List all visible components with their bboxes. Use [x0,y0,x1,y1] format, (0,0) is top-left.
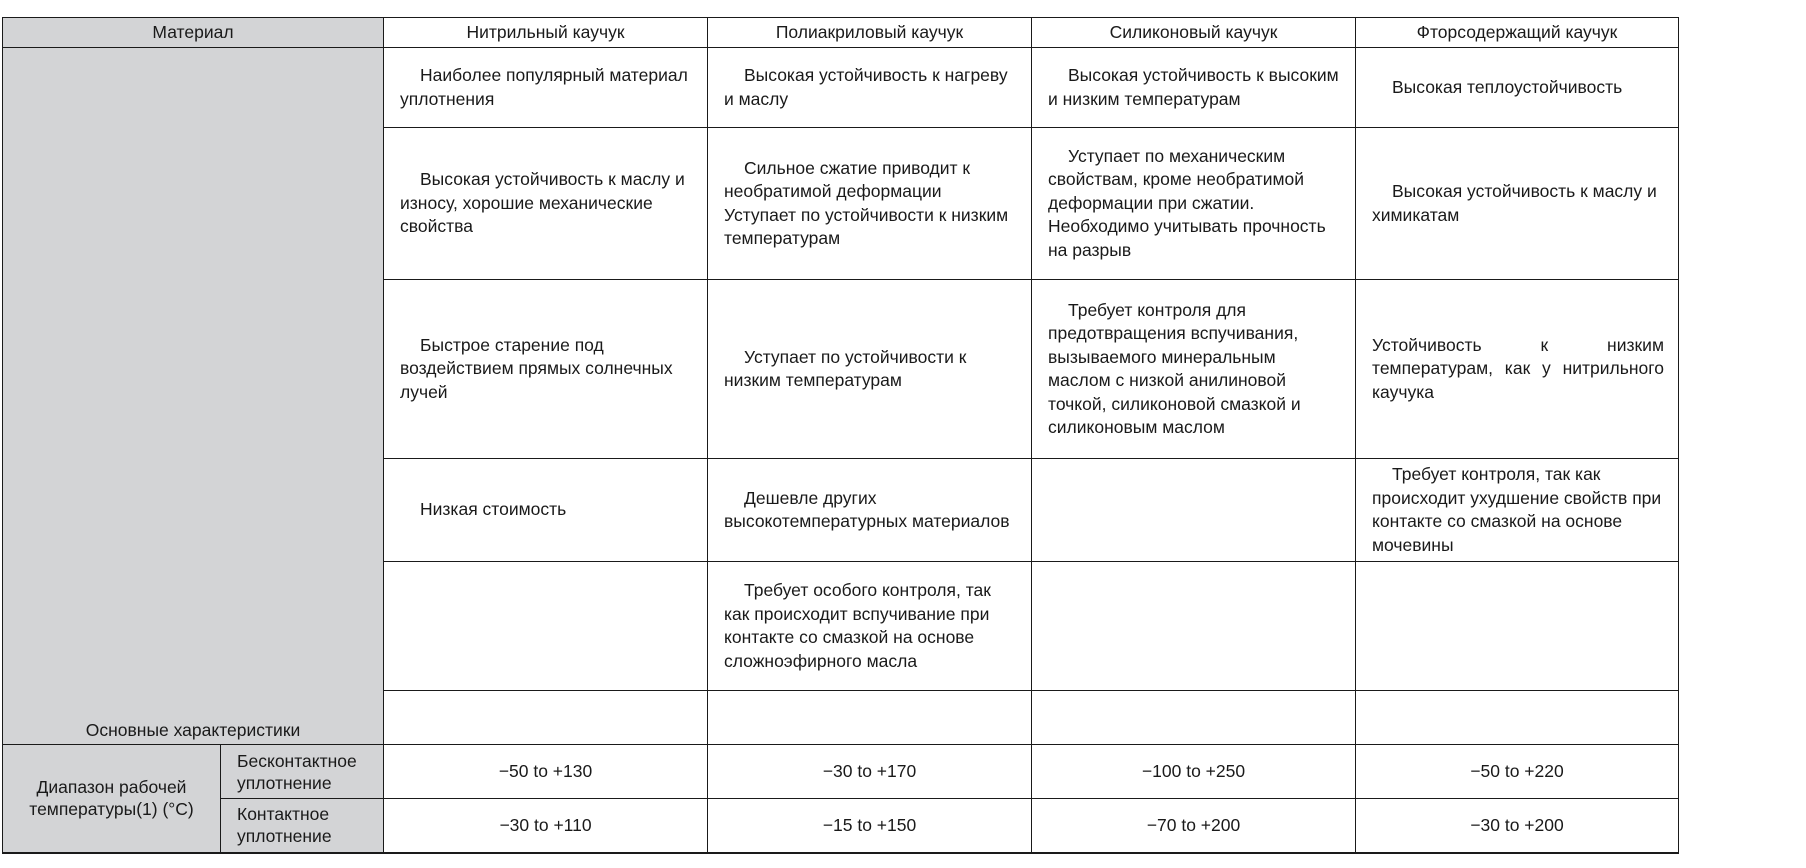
temperature-value: −50 to +130 [384,745,708,799]
table-cell: Высокая устойчивость к нагреву и маслу [708,48,1032,128]
table-cell: Уступает по механическим свойствам, кроме необратимой деформации при сжатии. Необходимо учитывать прочность на разрыв [1032,128,1356,280]
temperature-value: −15 to +150 [708,799,1032,853]
temperature-value: −30 to +110 [384,799,708,853]
table-cell: Уступает по устойчивости к низким температурам [708,280,1032,459]
temperature-row-non-contact [3,745,1679,799]
table-cell: Высокая устойчивость к маслу и износу, хорошие механические свойства [384,128,708,280]
non-contact-label: Бесконтактное уплотнение [221,745,384,799]
temperature-range-label: Диапазон рабочей температуры(1) (°C) [3,745,221,853]
table-cell [1032,459,1356,562]
table-cell: Устойчивость к низким температурам, как у нитрильного каучука [1356,280,1679,459]
table-cell: Высокая теплоустойчивость [1356,48,1679,128]
table-cell: Наиболее популярный материал уплотнения [384,48,708,128]
table-cell [708,691,1032,745]
contact-label: Контактное уплотнение [221,799,384,853]
table-cell: Сильное сжатие приводит к необратимой деформации Уступает по устойчивости к низким температурам [708,128,1032,280]
table-cell: Дешевле других высокотемпературных материалов [708,459,1032,562]
table-cell [1356,562,1679,691]
table-cell: Требует особого контроля, так как происходит вспучивание при контакте со смазкой на основе сложноэфирного масла [708,562,1032,691]
table-cell: Требует контроля, так как происходит ухудшение свойств при контакте со смазкой на основе мочевины [1356,459,1679,562]
table-cell: Низкая стоимость [384,459,708,562]
header-fluoro: Фторсодержащий каучук [1356,18,1679,48]
temperature-row-contact [3,799,1679,853]
table-cell: Требует контроля для предотвращения вспучивания, вызываемого минеральным маслом с низкой анилиновой точкой, силиконовой смазкой и силиконовым маслом [1032,280,1356,459]
header-row [3,18,1679,48]
table-cell [1356,691,1679,745]
temperature-value: −30 to +170 [708,745,1032,799]
table-cell [384,691,708,745]
header-silicone: Силиконовый каучук [1032,18,1356,48]
table-cell: Высокая устойчивость к высоким и низким температурам [1032,48,1356,128]
temperature-value: −30 to +200 [1356,799,1679,853]
table-cell: Быстрое старение под воздействием прямых солнечных лучей [384,280,708,459]
header-material: Материал [3,18,384,48]
header-nitrile: Нитрильный каучук [384,18,708,48]
table-row [3,48,1679,128]
temperature-value: −50 to +220 [1356,745,1679,799]
materials-table [2,17,1679,854]
table-cell [1032,691,1356,745]
temperature-value: −100 to +250 [1032,745,1356,799]
table-cell [384,562,708,691]
temperature-value: −70 to +200 [1032,799,1356,853]
characteristics-label: Основные характеристики [3,48,384,745]
table-cell: Высокая устойчивость к маслу и химикатам [1356,128,1679,280]
table-cell [1032,562,1356,691]
header-polyacrylic: Полиакриловый каучук [708,18,1032,48]
